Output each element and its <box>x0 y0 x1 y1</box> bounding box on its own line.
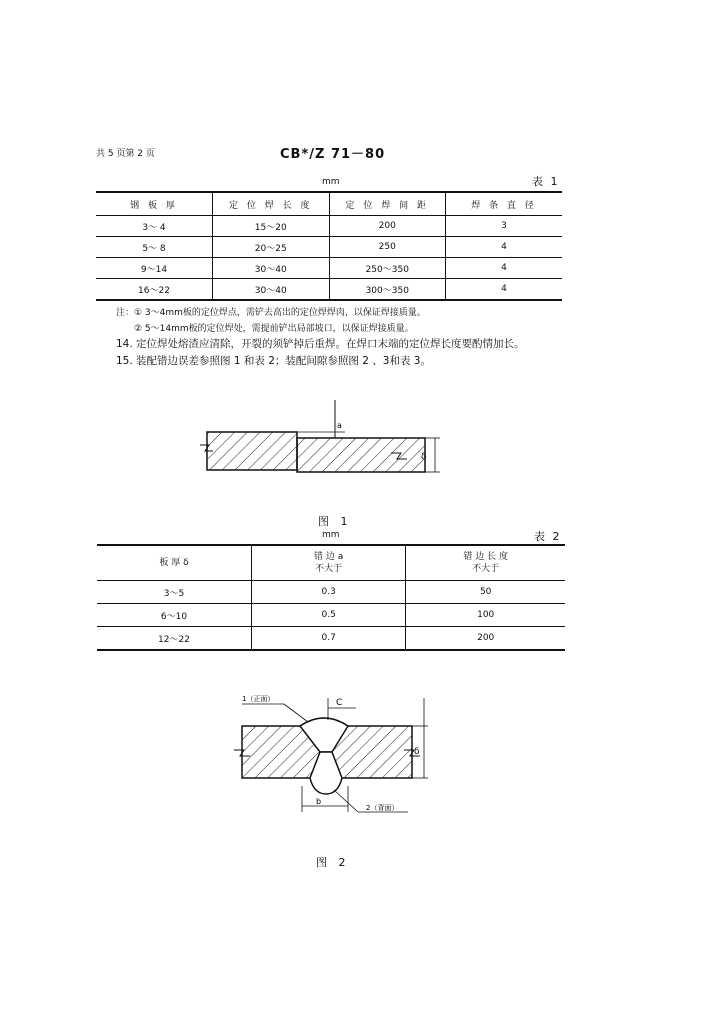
table-cell: 4 <box>446 258 563 279</box>
table2-col-header <box>406 545 565 581</box>
table-cell: 0.7 <box>251 627 405 651</box>
table-cell: 3 <box>446 216 563 237</box>
table-cell: 30～40 <box>213 279 330 301</box>
table-row <box>96 237 562 258</box>
table-cell: 9～14 <box>96 258 213 279</box>
table1-header-row <box>96 192 562 216</box>
label-delta: δ <box>421 452 427 462</box>
table-row <box>97 581 565 604</box>
table-cell: 100 <box>406 604 565 627</box>
label-c: C <box>336 698 343 708</box>
paragraph-14: 14. 定位焊处熔渣应清除，开裂的须铲掉后重焊。在焊口末端的定位焊长度要酌情加长。 <box>116 338 525 350</box>
label-b: b <box>316 797 322 806</box>
table1-label: 表 1 <box>532 175 560 188</box>
header-line: 不大于 <box>315 564 343 574</box>
table1-unit: mm <box>322 177 340 187</box>
table-cell: 0.3 <box>251 581 405 604</box>
table-cell: 200 <box>329 216 446 237</box>
left-plate <box>207 432 297 470</box>
table1-col-header: 焊 条 直 径 <box>446 192 563 216</box>
table1-col-header: 钢 板 厚 <box>96 192 213 216</box>
table2-header-row <box>97 545 565 581</box>
table2-col-header <box>251 545 405 581</box>
table-cell: 50 <box>406 581 565 604</box>
figure1-drawing <box>195 395 455 485</box>
table-cell: 3～5 <box>97 581 251 604</box>
table-row <box>97 627 565 651</box>
leader-line <box>334 790 358 812</box>
table-row <box>96 216 562 237</box>
table2-col-header: 板 厚 δ <box>97 545 251 581</box>
table1-col-header: 定 位 焊 间 距 <box>329 192 446 216</box>
page-info: 共 5 页第 2 页 <box>96 149 155 159</box>
table-cell: 5～ 8 <box>96 237 213 258</box>
header-line: 错 边 长 度 <box>463 552 508 562</box>
table-cell: 0.5 <box>251 604 405 627</box>
table-row <box>96 258 562 279</box>
table2-unit: mm <box>322 530 340 540</box>
paragraph-15: 15. 装配错边误差参照图 1 和表 2；装配间隙参照图 2 、3和表 3。 <box>116 355 431 367</box>
table-cell: 16～22 <box>138 285 170 296</box>
figure1-caption: 图 1 <box>318 515 352 528</box>
table-cell: 4 <box>446 237 563 258</box>
table-cell: 3～ 4 <box>96 216 213 237</box>
table1 <box>96 191 562 301</box>
table-cell: 15～20 <box>213 216 330 237</box>
table-cell: 250 <box>329 237 446 258</box>
label-front: 1（正面） <box>242 695 275 703</box>
table1-col-header: 定 位 焊 长 度 <box>213 192 330 216</box>
label-back: 2（背面） <box>366 804 399 812</box>
table-cell: 6～10 <box>97 604 251 627</box>
figure2-drawing <box>228 690 438 820</box>
table-cell: 20～25 <box>213 237 330 258</box>
table-cell: 300～350 <box>329 279 446 301</box>
table-cell: 4 <box>446 279 563 301</box>
table-row <box>97 604 565 627</box>
figure2-caption: 图 2 <box>316 856 350 869</box>
label-a: a <box>337 421 342 430</box>
table-cell: 30～40 <box>213 258 330 279</box>
label-delta: δ <box>414 747 420 757</box>
note-1: 注：① 3～4mm板的定位焊点，需铲去高出的定位焊焊肉，以保证焊接质量。 <box>116 308 426 318</box>
table-cell: 200 <box>406 627 565 651</box>
table-cell: 12～22 <box>158 634 190 645</box>
note-2: ② 5～14mm板的定位焊处，需提前铲出局部坡口，以保证焊接质量。 <box>134 324 414 334</box>
table-row <box>96 279 562 301</box>
header-line: 错 边 a <box>314 552 344 562</box>
leader-line <box>284 704 308 722</box>
table2-label: 表 2 <box>534 530 562 543</box>
table2 <box>97 544 565 651</box>
table-cell: 250～350 <box>329 258 446 279</box>
right-plate <box>297 438 425 472</box>
standard-number: CB*/Z 71－80 <box>280 147 386 162</box>
header-line: 不大于 <box>472 564 500 574</box>
